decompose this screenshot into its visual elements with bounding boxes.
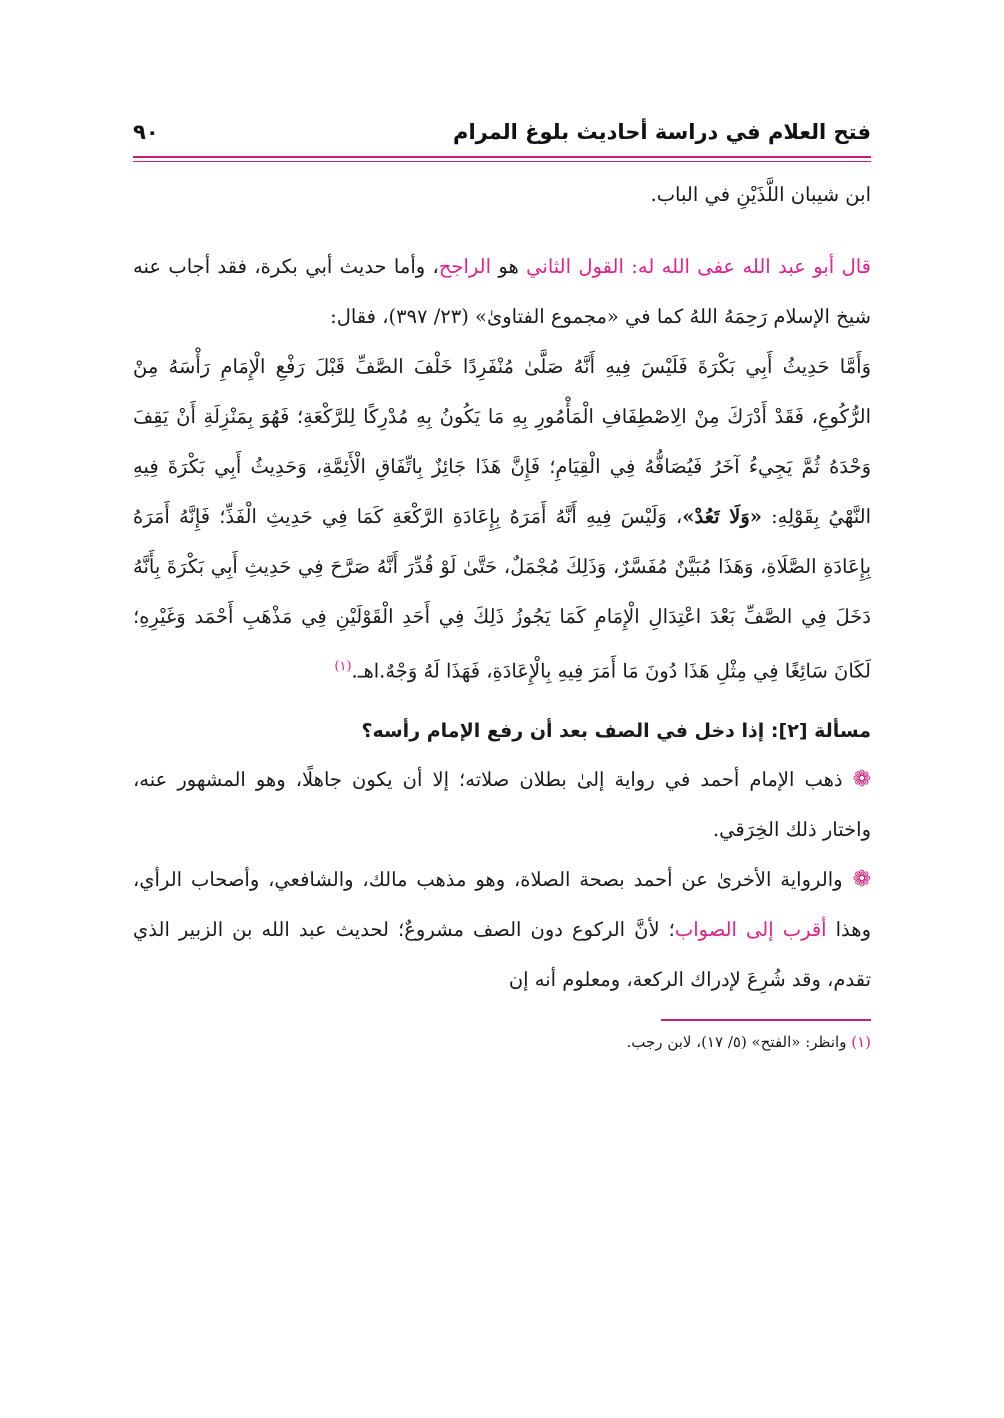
highlight-text: أقرب إلى الصواب: [674, 917, 827, 941]
running-title: فتح العلام في دراسة أحاديث بلوغ المرام: [453, 120, 871, 144]
footnote: [133, 1027, 871, 1057]
author-attribution: قال أبو عبد الله عفى الله له:: [631, 255, 871, 278]
quotation-text-continued: ، وَلَيْسَ فِيهِ أَنَّهُ أَمَرَهُ بِإِعَادَةِ الرَّكْعَةِ كَمَا فِي حَدِيثِ الْفَذِّ؛ فَإِنَّهُ أَمَرَهُ بِإِعَادَةِ الصَّلَاةِ، وَهَذَا مُبَيَّنٌ مُفَسَّرٌ، وَذَلِكَ مُجْمَلٌ، حَتَّىٰ لَوْ قُدِّرَ أَنَّهُ صَرَّحَ فِي حَدِيثِ أَبِي بَكْرَةَ بِأَنَّهُ دَخَلَ فِي الصَّفِّ بَعْدَ اعْتِدَالِ الْإِمَامِ كَمَا يَجُوزُ ذَلِكَ فِي أَحَدِ الْقَوْلَيْنِ فِي مَذْهَبِ أَحْمَد وَغَيْرِهِ؛ لَكَانَ سَائِغًا فِي مِثْلِ هَذَا دُونَ مَا أَمَرَ فِيهِ بِالْإِعَادَةِ، فَهَذَا لَهُ وَجْهٌ.اهـ.: [133, 505, 871, 683]
quotation-bold: «وَلَا تَعُدْ»: [682, 505, 762, 528]
footnote-number: (١): [851, 1032, 871, 1051]
paragraph-gap: [133, 220, 871, 242]
body-line-top: ابن شيبان اللَّذَيْنِ في الباب.: [650, 183, 871, 206]
page-number: ٩٠: [133, 120, 159, 144]
bullet-text: والرواية الأخرىٰ عن أحمد بصحة الصلاة، وهو مذهب مالك، والشافعي، وأصحاب الرأي، وهذا: [133, 867, 871, 941]
quotation-text: وَأَمَّا حَدِيثُ أَبِي بَكْرَةَ فَلَيْسَ فِيهِ أَنَّهُ صَلَّىٰ مُنْفَرِدًا خَلْفَ الصَّفِّ قَبْلَ رَفْعِ الْإِمَامِ رَأْسَهُ مِنْ الرُّكُوعِ، فَقَدْ أَدْرَكَ مِنْ الِاصْطِفَافِ الْمَأْمُورِ بِهِ مَا يَكُونُ بِهِ مُدْرِكًا لِلرَّكْعَةِ؛ فَهُوَ بِمَنْزِلَةِ أَنْ يَقِفَ وَحْدَهُ ثُمَّ يَجِيءُ آخَرُ فَيُصَافُّهُ فِي الْقِيَامِ؛ فَإِنَّ هَذَا جَائِزٌ بِاتِّفَاقِ الْأَئِمَّةِ، وَحَدِيثُ أَبِي بَكْرَةَ فِيهِ النَّهْيُ بِقَوْلِهِ:: [133, 355, 871, 528]
flower-bullet-icon: ❁: [852, 866, 871, 892]
bullet-paragraph-2: [133, 855, 871, 1005]
document-page: [133, 118, 871, 1318]
bullet-text-continued: ؛ لأنَّ الركوع دون الصف مشروعٌ؛ لحديث عبد الله بن الزبير الذي تقدم، وقد شُرِعَ لإدراك الركعة، ومعلوم أنه إن: [133, 917, 871, 991]
flower-bullet-icon: ❁: [852, 766, 871, 792]
footnote-text: وانظر: «الفتح» (٥/ ١٧)، لابن رجب.: [626, 1032, 852, 1051]
header-rule: [133, 156, 871, 162]
paragraph-author-opinion: [133, 242, 871, 342]
opinion-connector: هو: [491, 255, 527, 278]
bullet-text: ذهب الإمام أحمد في رواية إلىٰ بطلان صلاته؛ إلا أن يكون جاهلًا، وهو المشهور عنه، واختار ذلك الخِرَقي.: [133, 767, 871, 841]
footnote-separator: [661, 1019, 871, 1021]
page-header: [133, 118, 871, 156]
paragraph-text: ، وأما حديث أبي بكرة، فقد أجاب عنه شيخ الإسلام رَحِمَهُ اللهُ كما في «مجموع الفتاوىٰ» (٢٣/ ٣٩٧)، فقال:: [133, 255, 871, 328]
bullet-paragraph-1: [133, 755, 871, 855]
footnote-reference[interactable]: (١): [334, 659, 352, 674]
opinion-label: القول الثاني: [526, 255, 624, 278]
preferred-label: الراجح: [438, 255, 492, 278]
quotation-paragraph: [133, 342, 871, 697]
issue-heading: مسألة [٢]: إذا دخل في الصف بعد أن رفع الإمام رأسه؟: [361, 719, 871, 742]
